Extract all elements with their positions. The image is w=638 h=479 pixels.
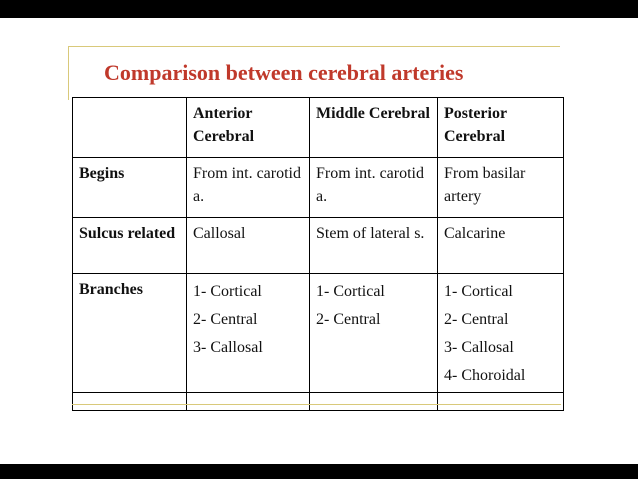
cell-begins-posterior: From basilar artery bbox=[438, 158, 564, 218]
branch-item: 2- Central bbox=[316, 311, 381, 328]
cell-sulcus-posterior: Calcarine bbox=[438, 218, 564, 274]
cell-sulcus-anterior: Callosal bbox=[187, 218, 310, 274]
branch-item: 1- Cortical bbox=[316, 283, 385, 300]
row-label-sulcus: Sulcus related bbox=[73, 218, 187, 274]
branch-item: 2- Central bbox=[193, 311, 258, 328]
cell-begins-anterior: From int. carotid a. bbox=[187, 158, 310, 218]
slide-title: Comparison between cerebral arteries bbox=[104, 60, 464, 85]
branch-item: 3- Callosal bbox=[193, 339, 263, 356]
comparison-table bbox=[72, 97, 564, 411]
cell-branches-middle bbox=[310, 274, 438, 393]
slide bbox=[0, 18, 638, 464]
branch-item: 3- Callosal bbox=[444, 339, 514, 356]
decorative-top-line bbox=[68, 46, 560, 47]
header-cell-empty bbox=[73, 98, 187, 158]
cell-sulcus-middle: Stem of lateral s. bbox=[310, 218, 438, 274]
empty-cell bbox=[73, 393, 187, 411]
cell-branches-posterior bbox=[438, 274, 564, 393]
branch-item: 1- Cortical bbox=[444, 283, 513, 300]
empty-cell bbox=[438, 393, 564, 411]
cell-branches-anterior bbox=[187, 274, 310, 393]
row-label-branches: Branches bbox=[73, 274, 187, 393]
row-label-begins: Begins bbox=[73, 158, 187, 218]
branch-item: 4- Choroidal bbox=[444, 367, 526, 384]
empty-cell bbox=[310, 393, 438, 411]
table-row-sulcus bbox=[73, 218, 564, 274]
header-cell-posterior: Posterior Cerebral bbox=[438, 98, 564, 158]
branch-item: 1- Cortical bbox=[193, 283, 262, 300]
table-row-branches bbox=[73, 274, 564, 393]
header-cell-anterior: Anterior Cerebral bbox=[187, 98, 310, 158]
table-empty-row bbox=[73, 393, 564, 411]
empty-cell bbox=[187, 393, 310, 411]
decorative-left-line bbox=[68, 46, 69, 100]
branch-item: 2- Central bbox=[444, 311, 509, 328]
table-header-row bbox=[73, 98, 564, 158]
cell-begins-middle: From int. carotid a. bbox=[310, 158, 438, 218]
header-cell-middle: Middle Cerebral bbox=[310, 98, 438, 158]
table-row-begins bbox=[73, 158, 564, 218]
decorative-bottom-line bbox=[72, 404, 561, 405]
